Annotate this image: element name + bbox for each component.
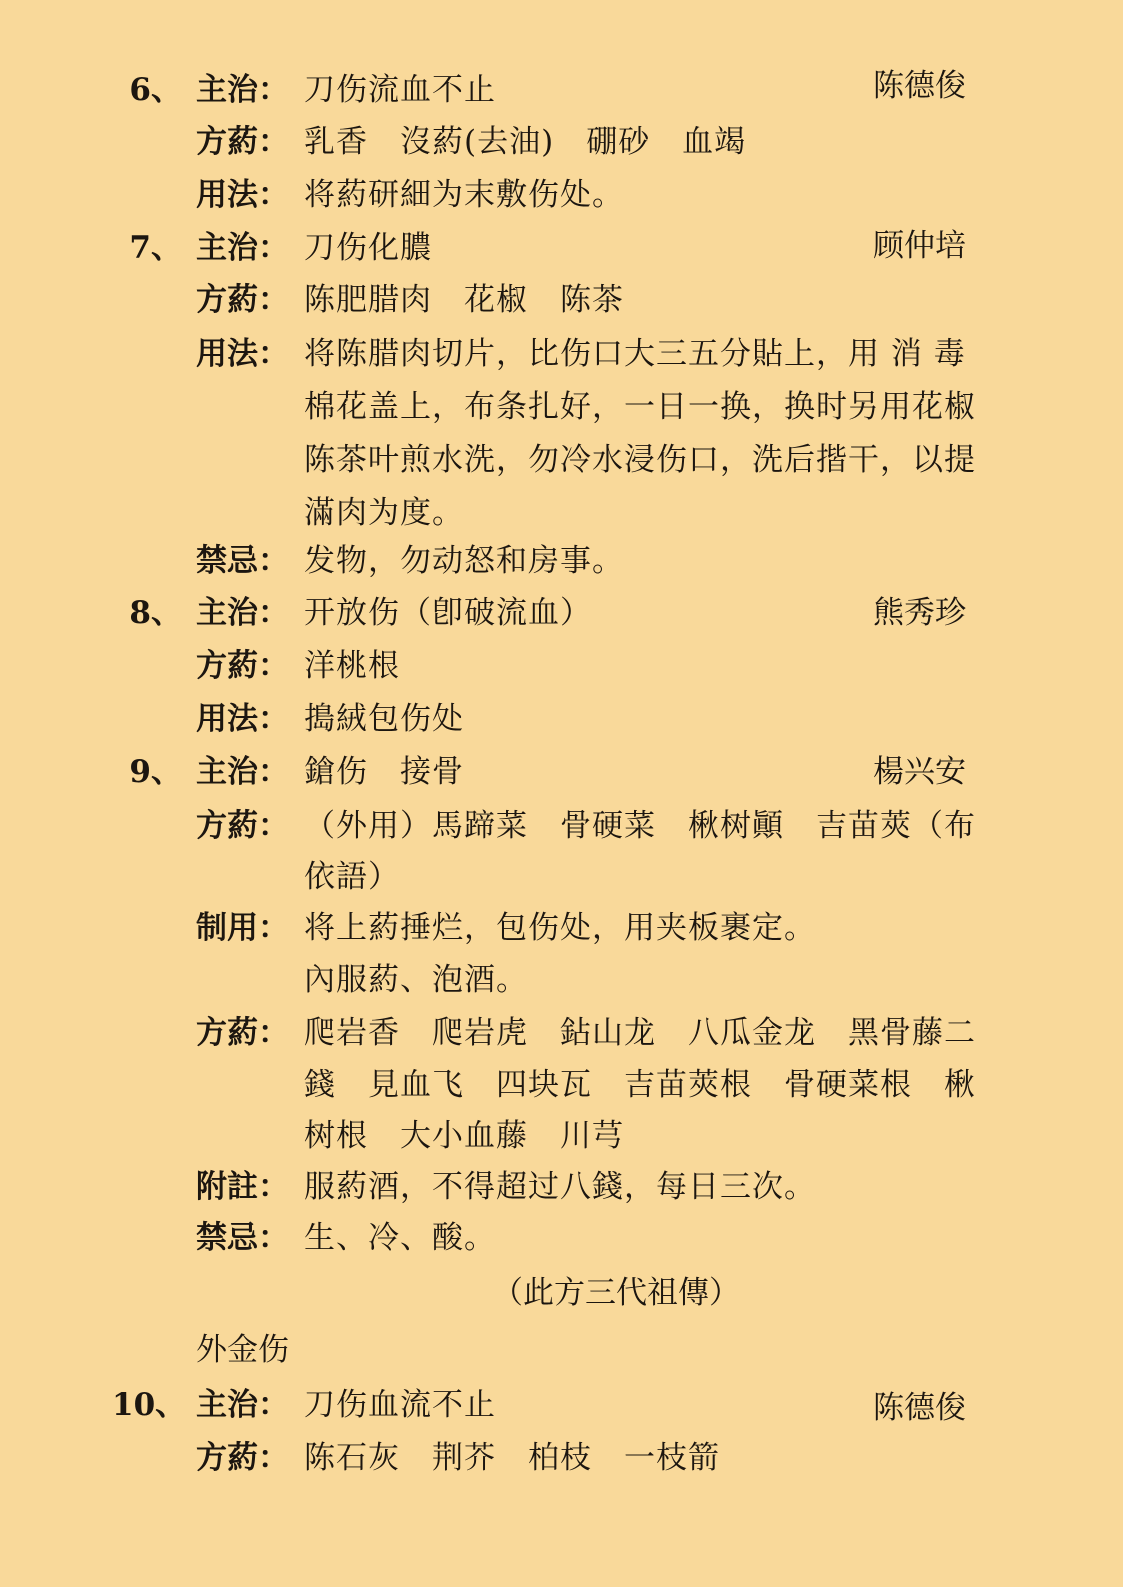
taboo-text: 发物，勿动怒和房事。 xyxy=(304,543,624,579)
usage-label: 用法： xyxy=(196,336,289,372)
author-name: 陈德俊 xyxy=(873,1390,966,1426)
main-label: 主治： xyxy=(196,595,289,631)
usage-text: 搗絨包伤处 xyxy=(304,701,464,737)
taboo-text: 生、冷、酸。 xyxy=(304,1220,496,1256)
entry-number: 9、 xyxy=(129,754,182,790)
main-text: 刀伤流血不止 xyxy=(304,72,496,108)
usage-label: 用法： xyxy=(196,177,289,213)
taboo-label: 禁忌： xyxy=(196,1220,289,1256)
source-note: （此方三代祖傳） xyxy=(492,1275,740,1311)
formula-label: 方葯： xyxy=(196,1440,289,1476)
main-label: 主治： xyxy=(196,230,289,266)
entry-number: 10、 xyxy=(112,1387,187,1423)
main-text: 刀伤化膿 xyxy=(304,230,432,266)
formula-text: 陈肥腊肉 花椒 陈茶 xyxy=(304,282,624,318)
usage-line: 滿肉为度。 xyxy=(304,495,464,531)
entry-number: 8、 xyxy=(129,595,182,631)
main-text: 刀伤血流不止 xyxy=(304,1387,496,1423)
method-line: 內服葯、泡酒。 xyxy=(304,962,528,998)
usage-line: 棉花盖上，布条扎好，一日一换，换时另用花椒 xyxy=(304,389,976,425)
entry-number: 6、 xyxy=(129,72,182,108)
usage-label: 用法： xyxy=(196,701,289,737)
author-name: 陈德俊 xyxy=(873,68,966,104)
main-text: 开放伤（卽破流血） xyxy=(304,595,592,631)
entry-number: 7、 xyxy=(129,230,182,266)
author-name: 顾仲培 xyxy=(873,228,966,264)
formula2-label: 方葯： xyxy=(196,1015,289,1051)
note-label: 附註： xyxy=(196,1169,289,1205)
section-title: 外金伤 xyxy=(196,1332,289,1368)
method-label: 制用： xyxy=(196,910,289,946)
formula2-line: 树根 大小血藤 川芎 xyxy=(304,1118,624,1154)
formula-label: 方葯： xyxy=(196,124,289,160)
formula-text: 洋桃根 xyxy=(304,648,400,684)
main-label: 主治： xyxy=(196,1387,289,1423)
formula-line: （外用）馬蹄菜 骨硬菜 楸树顚 吉苗莢（布 xyxy=(304,808,976,844)
taboo-label: 禁忌： xyxy=(196,543,289,579)
usage-line: 陈茶叶煎水洗，勿冷水浸伤口，洗后揩干，以提 xyxy=(304,442,976,478)
formula-text: 乳香 沒葯(去油) 硼砂 血竭 xyxy=(304,124,747,160)
author-name: 熊秀珍 xyxy=(873,595,966,631)
main-text: 鎗伤 接骨 xyxy=(304,754,464,790)
formula-label: 方葯： xyxy=(196,648,289,684)
main-label: 主治： xyxy=(196,72,289,108)
usage-text: 将葯研細为末敷伤处。 xyxy=(304,177,624,213)
note-text: 服葯酒，不得超过八錢，每日三次。 xyxy=(304,1169,816,1205)
author-name: 楊兴安 xyxy=(873,754,966,790)
usage-line: 将陈腊肉切片，比伤口大三五分貼上，用 消 毒 xyxy=(304,336,966,372)
main-label: 主治： xyxy=(196,754,289,790)
formula-line: 依語） xyxy=(304,859,400,895)
formula-label: 方葯： xyxy=(196,808,289,844)
formula-label: 方葯： xyxy=(196,282,289,318)
method-line: 将上葯捶烂，包伤处，用夹板裹定。 xyxy=(304,910,816,946)
formula-text: 陈石灰 荆芥 柏枝 一枝箭 xyxy=(304,1440,720,1476)
formula2-line: 爬岩香 爬岩虎 鉆山龙 八瓜金龙 黑骨藤二 xyxy=(304,1015,976,1051)
formula2-line: 錢 見血飞 四块瓦 吉苗莢根 骨硬菜根 楸 xyxy=(304,1067,976,1103)
